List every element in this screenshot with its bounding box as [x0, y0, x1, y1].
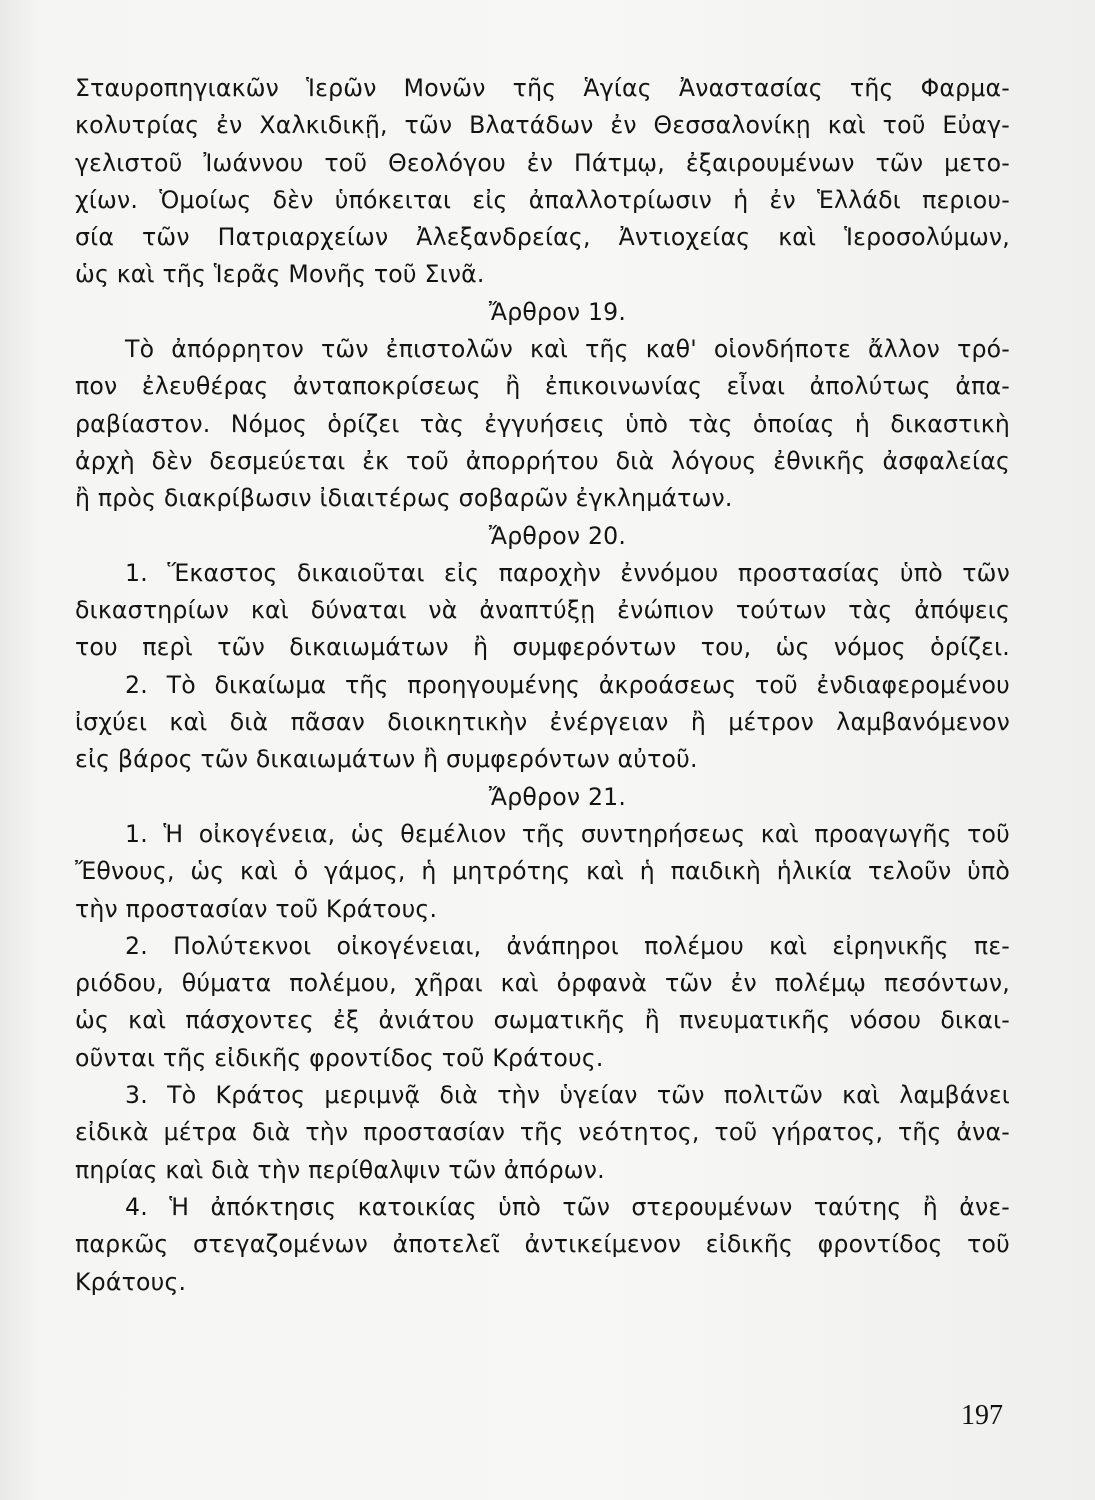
page-number: 197: [961, 1400, 1003, 1431]
article-heading-21: Ἄρθρον 21.: [488, 782, 627, 811]
text-line: Τὸ ἀπόρρητον τῶν ἐπιστολῶν καὶ τῆς καθ' οἱονδήποτε ἄλλον τρό-: [125, 335, 1010, 364]
text-line: ἀρχὴ δὲν δεσμεύεται ἐκ τοῦ ἀπορρήτου διὰ λόγους ἐθνικῆς ἀσφαλείας: [75, 446, 1010, 475]
text-line: 4. Ἡ ἀπόκτησις κατοικίας ὑπὸ τῶν στερουμένων ταύτης ἢ ἀνε-: [125, 1192, 1010, 1221]
text-line: ἢ πρὸς διακρίβωσιν ἰδιαιτέρως σοβαρῶν ἐγκλημάτων.: [75, 484, 733, 513]
text-line: 1. Ἕκαστος δικαιοῦται εἰς παροχὴν ἐννόμου προστασίας ὑπὸ τῶν: [125, 558, 1010, 587]
text-line: γελιστοῦ Ἰωάννου τοῦ Θεολόγου ἐν Πάτμῳ, ἐξαιρουμένων τῶν μετο-: [75, 148, 1010, 177]
text-line: Ἔθνους, ὡς καὶ ὁ γάμος, ἡ μητρότης καὶ ἡ παιδικὴ ἡλικία τελοῦν ὑπὸ: [75, 857, 1010, 886]
page-text: [75, 70, 1010, 1301]
text-line: χίων. Ὁμοίως δὲν ὑπόκειται εἰς ἀπαλλοτρίωσιν ἡ ἐν Ἑλλάδι περιου-: [75, 185, 1010, 214]
text-line: σία τῶν Πατριαρχείων Ἀλεξανδρείας, Ἀντιοχείας καὶ Ἱεροσολύμων,: [75, 223, 1010, 252]
article-heading-20: Ἄρθρον 20.: [488, 521, 627, 550]
article-heading-19: Ἄρθρον 19.: [488, 297, 627, 326]
text-line: κολυτρίας ἐν Χαλκιδικῇ, τῶν Βλατάδων ἐν Θεσσαλονίκῃ καὶ τοῦ Εὐαγ-: [75, 111, 1010, 140]
text-line: Κράτους.: [75, 1267, 187, 1296]
text-line: ὡς καὶ πάσχοντες ἐξ ἀνιάτου σωματικῆς ἢ πνευματικῆς νόσου δικαι-: [75, 1006, 1010, 1035]
text-line: οῦνται τῆς εἰδικῆς φροντίδος τοῦ Κράτους.: [75, 1043, 604, 1072]
text-line: του περὶ τῶν δικαιωμάτων ἢ συμφερόντων του, ὡς νόμος ὁρίζει.: [75, 633, 1010, 662]
text-line: ἰσχύει καὶ διὰ πᾶσαν διοικητικὴν ἐνέργειαν ἢ μέτρον λαμβανόμενον: [75, 708, 1010, 737]
text-line: 2. Τὸ δικαίωμα τῆς προηγουμένης ἀκροάσεως τοῦ ἐνδιαφερομένου: [125, 670, 1010, 699]
text-line: δικαστηρίων καὶ δύναται νὰ ἀναπτύξῃ ἐνώπιον τούτων τὰς ἀπόψεις: [75, 596, 1010, 625]
text-line: 3. Τὸ Κράτος μεριμνᾷ διὰ τὴν ὑγείαν τῶν πολιτῶν καὶ λαμβάνει: [125, 1081, 1010, 1110]
text-line: εἰς βάρος τῶν δικαιωμάτων ἢ συμφερόντων αὐτοῦ.: [75, 745, 698, 774]
text-line: παρκῶς στεγαζομένων ἀποτελεῖ ἀντικείμενον εἰδικῆς φροντίδος τοῦ: [75, 1230, 1010, 1259]
text-line: τὴν προστασίαν τοῦ Κράτους.: [75, 894, 438, 923]
text-line: 2. Πολύτεκνοι οἰκογένειαι, ἀνάπηροι πολέμου καὶ εἰρηνικῆς πε-: [125, 931, 1010, 960]
text-line: πηρίας καὶ διὰ τὴν περίθαλψιν τῶν ἀπόρων.: [75, 1155, 605, 1184]
text-line: ραβίαστον. Νόμος ὁρίζει τὰς ἐγγυήσεις ὑπὸ τὰς ὁποίας ἡ δικαστικὴ: [75, 409, 1010, 438]
text-line: 1. Ἡ οἰκογένεια, ὡς θεμέλιον τῆς συντηρήσεως καὶ προαγωγῆς τοῦ: [125, 819, 1010, 848]
text-line: πον ἐλευθέρας ἀνταποκρίσεως ἢ ἐπικοινωνίας εἶναι ἀπολύτως ἀπα-: [75, 372, 1010, 401]
text-line: Σταυροπηγιακῶν Ἱερῶν Μονῶν τῆς Ἁγίας Ἀναστασίας τῆς Φαρμα-: [75, 74, 1010, 102]
text-line: εἰδικὰ μέτρα διὰ τὴν προστασίαν τῆς νεότητος, τοῦ γήρατος, τῆς ἀνα-: [75, 1118, 1010, 1147]
text-line: ὡς καὶ τῆς Ἱερᾶς Μονῆς τοῦ Σινᾶ.: [75, 260, 485, 289]
text-line: ριόδου, θύματα πολέμου, χῆραι καὶ ὀρφανὰ τῶν ἐν πολέμῳ πεσόντων,: [75, 969, 1010, 998]
